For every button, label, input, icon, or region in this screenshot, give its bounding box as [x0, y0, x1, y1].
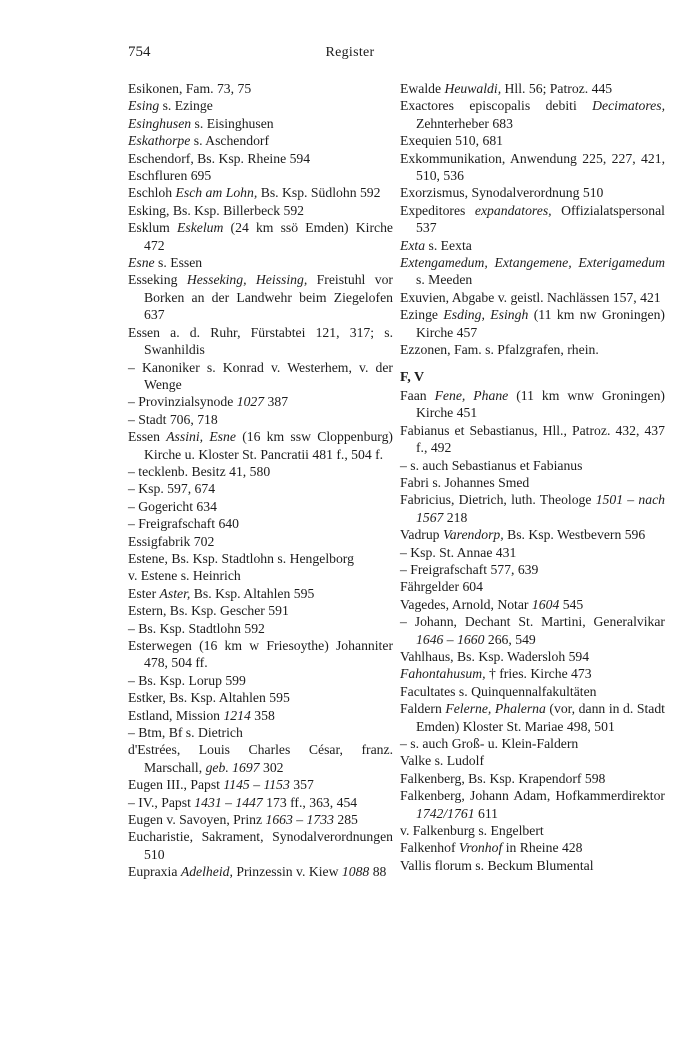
entry-italic-text: Esne	[128, 255, 155, 271]
entry-text: Exorzismus, Synodalverordnung 510	[400, 185, 604, 201]
entry-italic-text: 1663 – 1733	[265, 812, 334, 828]
entry-italic-text: 1646 – 1660	[416, 631, 485, 647]
entry-text: Esseking	[128, 272, 187, 288]
entry-text: – Ksp. St. Annae 431	[400, 544, 517, 560]
index-entry	[400, 289, 665, 306]
index-entry	[128, 672, 393, 689]
index-entry	[128, 97, 393, 114]
index-entry	[128, 498, 393, 515]
entry-text: Eschfluren 695	[128, 168, 212, 184]
index-entry	[128, 393, 393, 410]
entry-text: Falkenberg, Johann Adam, Hofkammerdirektor	[400, 788, 665, 804]
index-entry	[128, 254, 393, 271]
entry-text: d'Estrées, Louis Charles César, franz. Marschall,	[128, 742, 393, 775]
entry-text: Falkenberg, Bs. Ksp. Krapendorf 598	[400, 770, 606, 786]
index-entry	[128, 411, 393, 428]
index-entry	[400, 735, 665, 752]
entry-italic-text: Fene, Phane	[434, 387, 509, 403]
entry-text: – Bs. Ksp. Stadtlohn 592	[128, 620, 265, 636]
index-entry	[128, 585, 393, 602]
entry-text: Ester	[128, 585, 160, 601]
index-entry	[128, 132, 393, 149]
entry-text: Vahlhaus, Bs. Ksp. Wadersloh 594	[400, 649, 590, 664]
entry-text: – s. auch Sebastianus et Fabianus	[400, 457, 583, 473]
entry-text: 302	[259, 759, 284, 775]
entry-italic-text: Eskelum	[177, 220, 224, 236]
entry-italic-text: Adelheid,	[180, 864, 233, 880]
index-entry	[400, 822, 665, 839]
index-entry	[128, 794, 393, 811]
index-entry	[128, 184, 393, 201]
entry-text: Vagedes, Arnold, Notar	[400, 596, 532, 612]
entry-text: Ezinge	[400, 307, 444, 323]
index-entry	[128, 359, 393, 394]
entry-text: Expeditores	[400, 202, 475, 218]
index-entry	[400, 648, 665, 665]
entry-text: s. Ezinge	[159, 98, 213, 114]
entry-italic-text: expandatores,	[474, 202, 552, 218]
entry-text: Ezzonen, Fam. s. Pfalzgrafen, rhein.	[400, 342, 599, 358]
index-entry	[400, 132, 665, 149]
index-entry	[128, 689, 393, 706]
entry-text: s. Meeden	[416, 272, 473, 288]
index-entry	[128, 741, 393, 776]
entry-text: Exequien 510, 681	[400, 133, 504, 149]
entry-text: Exkommunikation, Anwendung 225, 227, 421, 510, 536	[400, 150, 665, 184]
entry-italic-text: 1214	[223, 707, 251, 723]
entry-text: Bs. Ksp. Altahlen 595	[190, 585, 315, 601]
entry-italic-text: Vronhof	[458, 840, 503, 856]
entry-text: Vadrup	[400, 527, 443, 543]
entry-text: s. Eexta	[425, 237, 472, 253]
index-entry	[400, 752, 665, 769]
index-entry	[400, 341, 665, 358]
entry-text: Faan	[400, 387, 435, 403]
index-entry	[400, 457, 665, 474]
entry-text: – Provinzialsynode	[128, 394, 237, 410]
index-entry	[400, 578, 665, 595]
entry-text: 88	[369, 864, 387, 880]
index-entry	[128, 533, 393, 550]
entry-text: Fabri s. Johannes Smed	[400, 474, 530, 490]
index-entry	[400, 700, 665, 735]
index-entry	[400, 770, 665, 787]
entry-italic-text: Esing	[128, 98, 160, 114]
entry-italic-text: Aster,	[159, 585, 191, 601]
entry-italic-text: Decimatores,	[592, 98, 665, 114]
index-entry	[128, 550, 393, 567]
entry-text: s. Essen	[154, 255, 203, 271]
index-entry	[128, 724, 393, 741]
index-entry	[400, 202, 665, 237]
index-entry	[128, 202, 393, 219]
entry-text: Essen a. d. Ruhr, Fürstabtei 121, 317; s. Swanhildis	[128, 324, 393, 358]
entry-italic-text: 1604	[531, 596, 560, 612]
entry-text: Zehnterheber 683	[416, 115, 513, 131]
entry-text: (16 km ssw Cloppenburg) Kirche u. Kloster St. Pancratii 481 f., 504 f.	[144, 429, 393, 462]
entry-italic-text: 1027	[236, 394, 265, 410]
entry-text: Bs. Ksp. Südlohn 592	[257, 185, 381, 201]
section-heading: F, V	[400, 369, 425, 385]
index-entry	[128, 776, 393, 793]
index-entry	[400, 787, 665, 822]
entry-text: 611	[474, 805, 499, 821]
entry-text: Esklum	[128, 220, 177, 236]
entry-text: – Gogericht 634	[128, 498, 217, 514]
entry-italic-text: 1742/1761	[416, 805, 475, 821]
index-entry	[128, 707, 393, 724]
index-entry	[400, 683, 665, 700]
entry-text: Estern, Bs. Ksp. Gescher 591	[128, 603, 289, 619]
index-entry	[400, 857, 665, 874]
entry-italic-text: 1431 – 1447	[194, 794, 263, 810]
index-entry	[128, 219, 393, 254]
entry-italic-text: Extengamedum, Extangemene, Exterigamedum	[400, 255, 665, 271]
entry-italic-text: 1145 – 1153	[223, 777, 290, 793]
entry-text: – Freigrafschaft 577, 639	[400, 561, 539, 577]
index-entry	[128, 150, 393, 167]
entry-italic-text: Esding, Esingh	[443, 307, 529, 323]
entry-text: (vor, dann in d. Stadt Emden) Kloster St. Mariae 498, 501	[416, 701, 665, 734]
entry-text: Offizialatspersonal 537	[416, 202, 665, 236]
entry-italic-text: Eskathorpe	[128, 133, 191, 149]
entry-text: – Btm, Bf s. Dietrich	[128, 725, 243, 741]
index-entry	[400, 254, 665, 289]
index-entry	[128, 428, 393, 463]
index-entry	[400, 80, 665, 97]
index-entry	[128, 463, 393, 480]
entry-text: v. Falkenburg s. Engelbert	[400, 823, 544, 839]
entry-text: (11 km wnw Groningen) Kirche 451	[416, 387, 665, 421]
index-entry	[400, 491, 665, 526]
entry-text: 285	[333, 812, 358, 828]
entry-text: † fries. Kirche 473	[485, 666, 592, 682]
entry-text: Estene, Bs. Ksp. Stadtlohn s. Hengelborg	[128, 550, 354, 566]
entry-text: 173 ff., 363, 454	[262, 794, 358, 810]
index-entry	[128, 167, 393, 184]
entry-text: Esterwegen (16 km w Friesoythe) Johanniter 478, 504 ff.	[128, 638, 393, 671]
entry-italic-text: Assini, Esne	[166, 429, 236, 445]
entry-text: – Kanoniker s. Konrad v. Westerhem, v. der Wenge	[128, 359, 393, 392]
entry-text: Faldern	[400, 701, 446, 717]
entry-italic-text: Hesseking, Heissing,	[186, 272, 308, 288]
index-entry	[400, 474, 665, 491]
entry-italic-text: Varendorp,	[442, 527, 504, 543]
index-entry	[400, 544, 665, 561]
index-entry	[128, 620, 393, 637]
running-head: Register	[325, 45, 375, 60]
page-header	[0, 44, 700, 64]
entry-text: Facultates s. Quinquennalfakultäten	[400, 683, 597, 699]
index-entry	[400, 839, 665, 856]
index-entry	[128, 324, 393, 359]
index-entry	[400, 665, 665, 682]
index-entry	[128, 637, 393, 672]
index-entry	[128, 602, 393, 619]
entry-text: (11 km nw Groningen) Kirche 457	[416, 307, 665, 340]
entry-italic-text: Esch am Lohn,	[175, 185, 258, 201]
index-entry	[400, 561, 665, 578]
entry-text: Bs. Ksp. Westbevern 596	[503, 527, 646, 543]
entry-italic-text: Exta	[400, 237, 426, 253]
entry-text: Eugen III., Papst	[128, 777, 224, 793]
entry-text: Exactores episcopalis debiti	[400, 98, 593, 114]
entry-text: Fabianus et Sebastianus, Hll., Patroz. 432, 437 f., 492	[400, 422, 665, 456]
entry-text: – Johann, Dechant St. Martini, Generalvikar	[400, 614, 665, 630]
index-entry	[400, 422, 665, 457]
entry-text: Essen	[128, 429, 167, 445]
entry-text: 545	[559, 596, 584, 612]
entry-text: Essigfabrik 702	[128, 533, 215, 549]
entry-text: Freistuhl vor Borken an der Landwehr beim Ziegelofen 637	[144, 272, 393, 323]
entry-text: 387	[264, 394, 289, 410]
index-entry	[400, 237, 665, 254]
index-entry	[128, 567, 393, 584]
index-entry	[128, 480, 393, 497]
index-entry	[128, 828, 393, 863]
entry-text: Ewalde	[400, 81, 445, 96]
entry-text: – Freigrafschaft 640	[128, 516, 239, 532]
entry-italic-text: Felerne, Phalerna	[445, 701, 546, 717]
entry-text: s. Eisinghusen	[191, 115, 274, 131]
entry-italic-text: 1088	[341, 864, 370, 880]
entry-text: Eschloh	[128, 185, 176, 201]
entry-text: – tecklenb. Besitz 41, 580	[128, 463, 271, 479]
entry-text: 266, 549	[484, 631, 536, 647]
entry-text: s. Aschendorf	[190, 133, 270, 149]
index-entry	[400, 613, 665, 648]
entry-text: v. Estene s. Heinrich	[128, 568, 241, 584]
index-entry	[400, 526, 665, 543]
entry-text: – Ksp. 597, 674	[128, 481, 216, 497]
entry-text: (24 km ssö Emden) Kirche 472	[144, 220, 393, 253]
entry-text: – s. auch Groß- u. Klein-Faldern	[400, 736, 579, 752]
entry-text: Falkenhof	[400, 840, 459, 856]
index-entry	[400, 150, 665, 185]
entry-text: Vallis florum s. Beckum Blumental	[400, 857, 594, 873]
entry-text: Valke s. Ludolf	[400, 753, 485, 769]
index-entry	[400, 184, 665, 201]
index-entry	[128, 271, 393, 323]
entry-text: Eugen v. Savoyen, Prinz	[128, 812, 266, 828]
entry-text: 218	[443, 509, 468, 525]
register-column-left	[128, 80, 393, 881]
index-entry	[400, 596, 665, 613]
entry-text: Fabricius, Dietrich, luth. Theologe	[400, 492, 596, 508]
page-number: 754	[128, 44, 151, 60]
entry-text: – IV., Papst	[128, 794, 195, 810]
entry-text: – Stadt 706, 718	[128, 411, 218, 427]
entry-text: Fährgelder 604	[400, 579, 483, 595]
entry-italic-text: Fahontahusum,	[400, 666, 486, 682]
entry-text: Exuvien, Abgabe v. geistl. Nachlässen 157, 421	[400, 289, 661, 305]
entry-text: Estland, Mission	[128, 707, 224, 723]
index-entry	[128, 811, 393, 828]
entry-text: Esikonen, Fam. 73, 75	[128, 81, 252, 96]
entry-text: 357	[289, 777, 314, 793]
index-entry	[128, 515, 393, 532]
index-entry	[400, 387, 665, 422]
entry-text: Eschendorf, Bs. Ksp. Rheine 594	[128, 150, 311, 166]
entry-italic-text: Heuwaldi,	[444, 81, 502, 96]
entry-italic-text: geb. 1697	[205, 759, 260, 775]
register-column-right	[400, 80, 665, 874]
entry-text: Prinzessin v. Kiew	[232, 864, 342, 880]
entry-text: Eupraxia	[128, 864, 181, 880]
entry-text: 358	[250, 707, 275, 723]
index-entry	[400, 97, 665, 132]
entry-text: – Bs. Ksp. Lorup 599	[128, 672, 246, 688]
entry-text: Eucharistie, Sakrament, Synodalverordnungen 510	[128, 829, 393, 862]
index-entry	[128, 863, 393, 880]
entry-italic-text: Esinghusen	[128, 115, 192, 131]
index-entry	[128, 115, 393, 132]
entry-text: Hll. 56; Patroz. 445	[501, 81, 613, 96]
entry-italic-text: 1501 – nach 1567	[416, 492, 665, 525]
entry-text: Estker, Bs. Ksp. Altahlen 595	[128, 690, 290, 706]
index-entry	[128, 80, 393, 97]
index-entry	[400, 306, 665, 341]
entry-text: in Rheine 428	[502, 840, 583, 856]
entry-text: Esking, Bs. Ksp. Billerbeck 592	[128, 202, 305, 218]
